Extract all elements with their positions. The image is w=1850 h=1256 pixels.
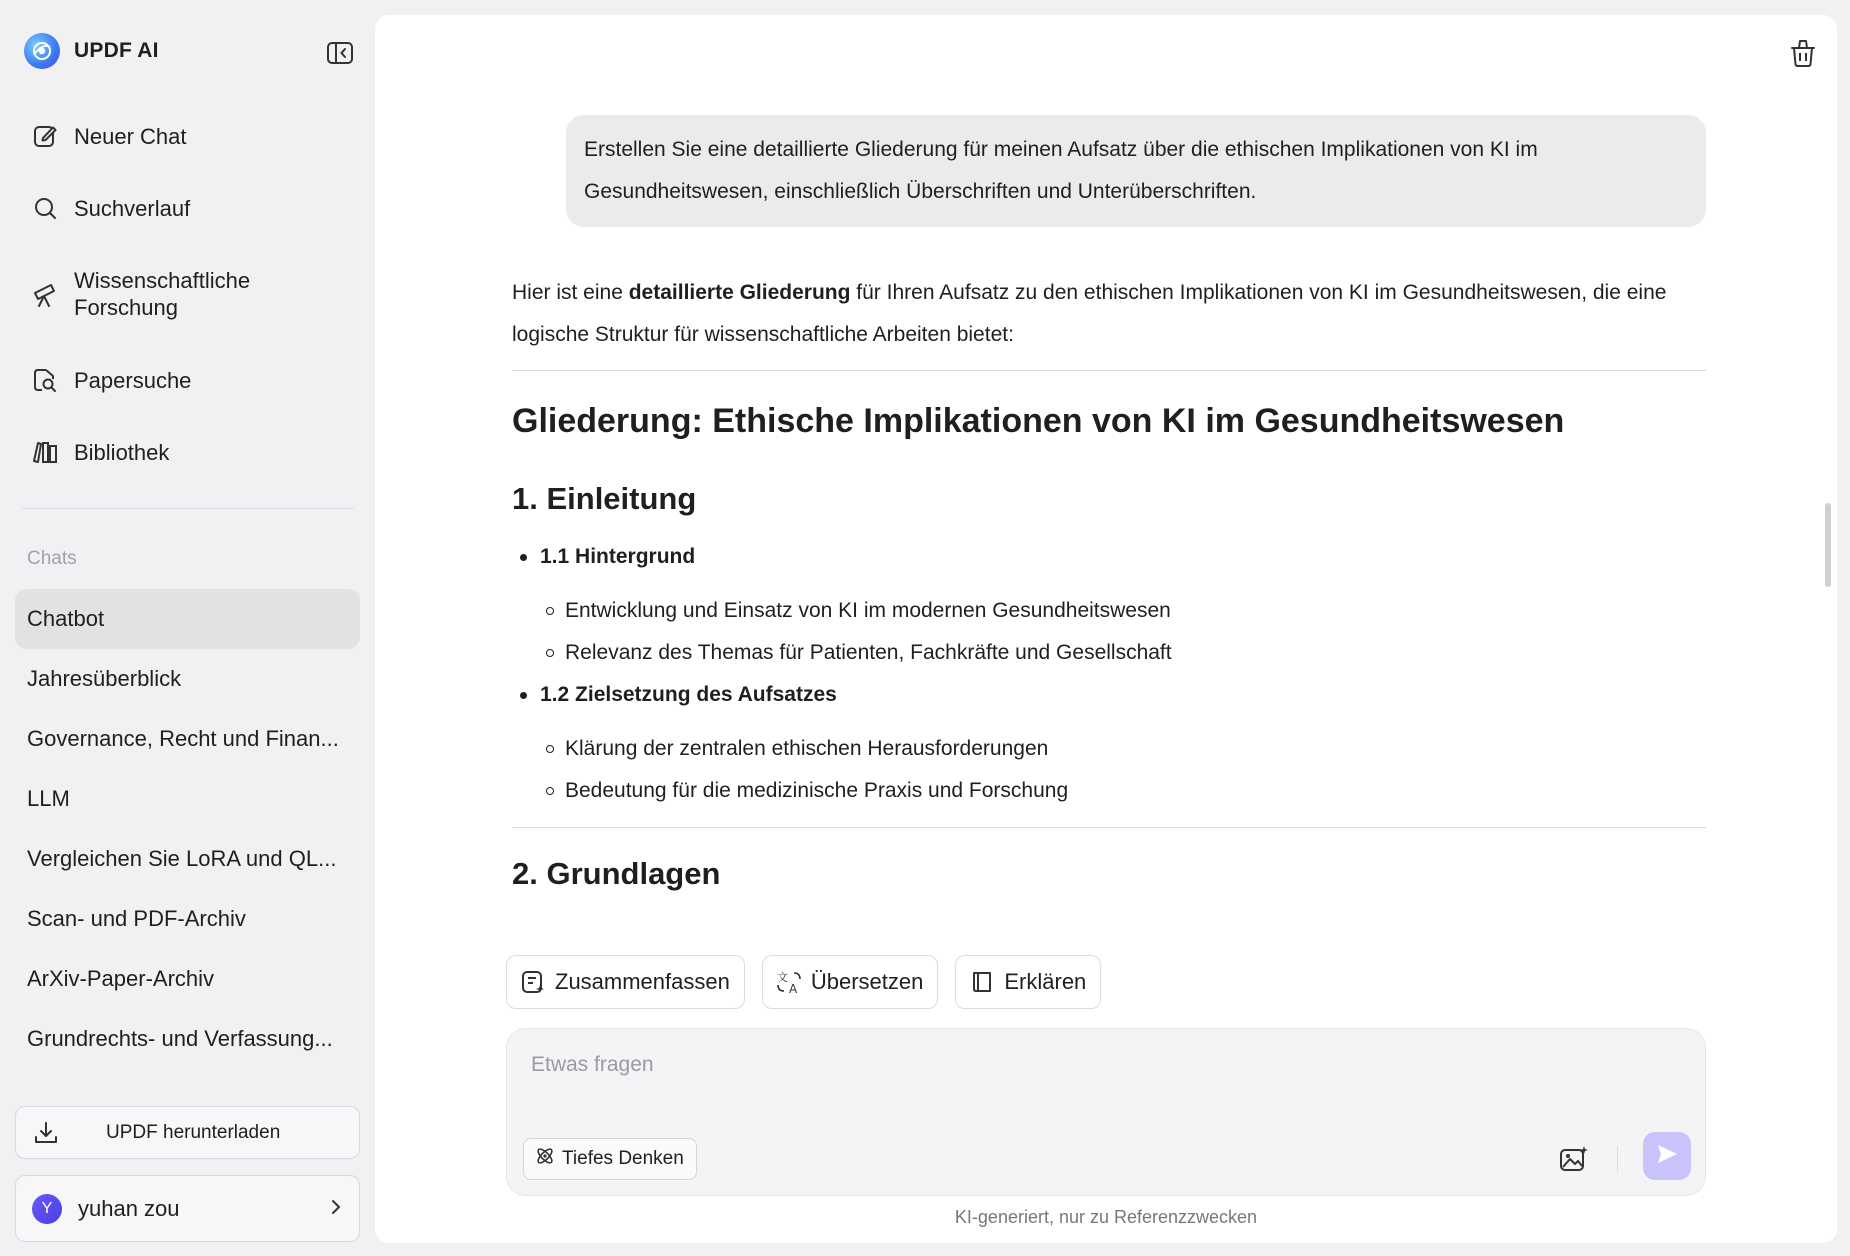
search-icon (30, 193, 60, 223)
brand-name: UPDF AI (74, 39, 159, 62)
collapse-sidebar-icon[interactable] (326, 40, 354, 66)
quick-action-label: Erklären (1004, 969, 1087, 994)
document-search-icon (30, 365, 60, 395)
brand[interactable] (24, 33, 159, 69)
chat-item[interactable]: Governance, Recht und Finan... (27, 726, 339, 751)
sidebar-divider (22, 508, 354, 509)
intro-text: für Ihren Aufsatz zu den ethischen Implikationen von KI im Gesundheitswesen, die eine logische Struktur für wissenschaftliche Arbeiten bietet: (512, 281, 1667, 346)
edit-icon (30, 121, 60, 151)
nav-paper-search[interactable] (14, 344, 359, 416)
explain-button[interactable] (955, 955, 1101, 1009)
list-item: Entwicklung und Einsatz von KI im modernen Gesundheitswesen (546, 587, 1706, 635)
chat-item[interactable]: Scan- und PDF-Archiv (27, 906, 246, 931)
list-item: Relevanz des Themas für Patienten, Fachkräfte und Gesellschaft (546, 629, 1706, 677)
translate-button[interactable] (762, 955, 939, 1009)
quick-action-label: Zusammenfassen (555, 969, 730, 994)
chat-panel (375, 15, 1837, 1243)
send-icon (1655, 1142, 1679, 1171)
message-input[interactable]: Etwas fragen (531, 1053, 654, 1076)
user-message-bubble: Erstellen Sie eine detaillierte Gliederung für meinen Aufsatz über die ethischen Implikationen von KI im Gesundheitswesen, einschließlich Überschriften und Unterüberschriften. (566, 115, 1706, 227)
message-composer (506, 1028, 1706, 1196)
clear-chat-icon[interactable] (1787, 37, 1819, 69)
translate-icon (775, 968, 803, 996)
download-icon (32, 1119, 60, 1147)
nav-scientific-research[interactable] (14, 244, 359, 344)
image-upload-icon[interactable] (1557, 1142, 1591, 1176)
summarize-icon (519, 968, 547, 996)
avatar: Y (32, 1194, 62, 1224)
nav-search-history[interactable] (14, 172, 359, 244)
chat-list (15, 589, 360, 1069)
chat-item[interactable]: LLM (27, 786, 70, 811)
outline-title: Gliederung: Ethische Implikationen von KI im Gesundheitswesen (512, 402, 1565, 440)
chat-item[interactable]: Chatbot (15, 589, 360, 649)
download-button[interactable] (15, 1106, 360, 1159)
answer-divider (512, 370, 1706, 371)
chat-item[interactable]: Jahresüberblick (27, 666, 182, 691)
answer-intro (512, 272, 1706, 356)
summarize-button[interactable] (506, 955, 745, 1009)
library-icon (30, 437, 60, 467)
chevron-right-icon (329, 1196, 343, 1222)
nav-label: Wissenschaftliche Forschung (74, 268, 251, 320)
intro-text: Hier ist eine (512, 281, 629, 304)
telescope-icon (30, 279, 60, 309)
list-item: Klärung der zentralen ethischen Herausforderungen (546, 725, 1706, 773)
atom-icon (534, 1145, 556, 1173)
user-profile-button[interactable] (15, 1175, 360, 1242)
deep-thinking-label: Tiefes Denken (562, 1148, 684, 1169)
nav-label: Suchverlauf (74, 195, 191, 221)
sidebar (0, 0, 375, 1256)
nav-new-chat[interactable] (14, 100, 359, 172)
chat-item[interactable]: Vergleichen Sie LoRA und QL... (27, 846, 337, 871)
svg-text:A: A (788, 982, 798, 995)
section-heading: 2. Grundlagen (512, 856, 721, 891)
svg-text:文: 文 (776, 971, 788, 984)
nav-label: Neuer Chat (74, 123, 187, 149)
nav-label: Papersuche (74, 367, 192, 393)
composer-separator (1617, 1146, 1618, 1172)
deep-thinking-toggle[interactable] (523, 1138, 697, 1180)
answer-divider (512, 827, 1706, 828)
download-label: UPDF herunterladen (106, 1121, 281, 1143)
send-button[interactable] (1643, 1132, 1691, 1180)
subsection-item: 1.2 Zielsetzung des Aufsatzes (520, 671, 1706, 719)
section-heading: 1. Einleitung (512, 481, 697, 516)
user-name: yuhan zou (78, 1195, 180, 1221)
intro-bold: detaillierte Gliederung (628, 281, 851, 304)
nav-library[interactable] (14, 416, 359, 488)
subsection-item: 1.1 Hintergrund (520, 533, 1706, 581)
scrollbar-thumb[interactable] (1825, 503, 1831, 587)
quick-actions (506, 955, 1101, 1009)
book-icon (968, 968, 996, 996)
list-item: Bedeutung für die medizinische Praxis und Forschung (546, 767, 1706, 815)
updf-logo-icon (24, 33, 60, 69)
nav-label: Bibliothek (74, 439, 170, 465)
ai-disclaimer: KI-generiert, nur zu Referenzzwecken (954, 1207, 1258, 1227)
assistant-answer (512, 272, 1706, 894)
quick-action-label: Übersetzen (810, 969, 924, 994)
chat-item[interactable]: Grundrechts- und Verfassung... (27, 1026, 333, 1051)
chat-item[interactable]: ArXiv-Paper-Archiv (27, 966, 215, 991)
chats-heading: Chats (27, 548, 77, 569)
main-nav (14, 100, 359, 488)
